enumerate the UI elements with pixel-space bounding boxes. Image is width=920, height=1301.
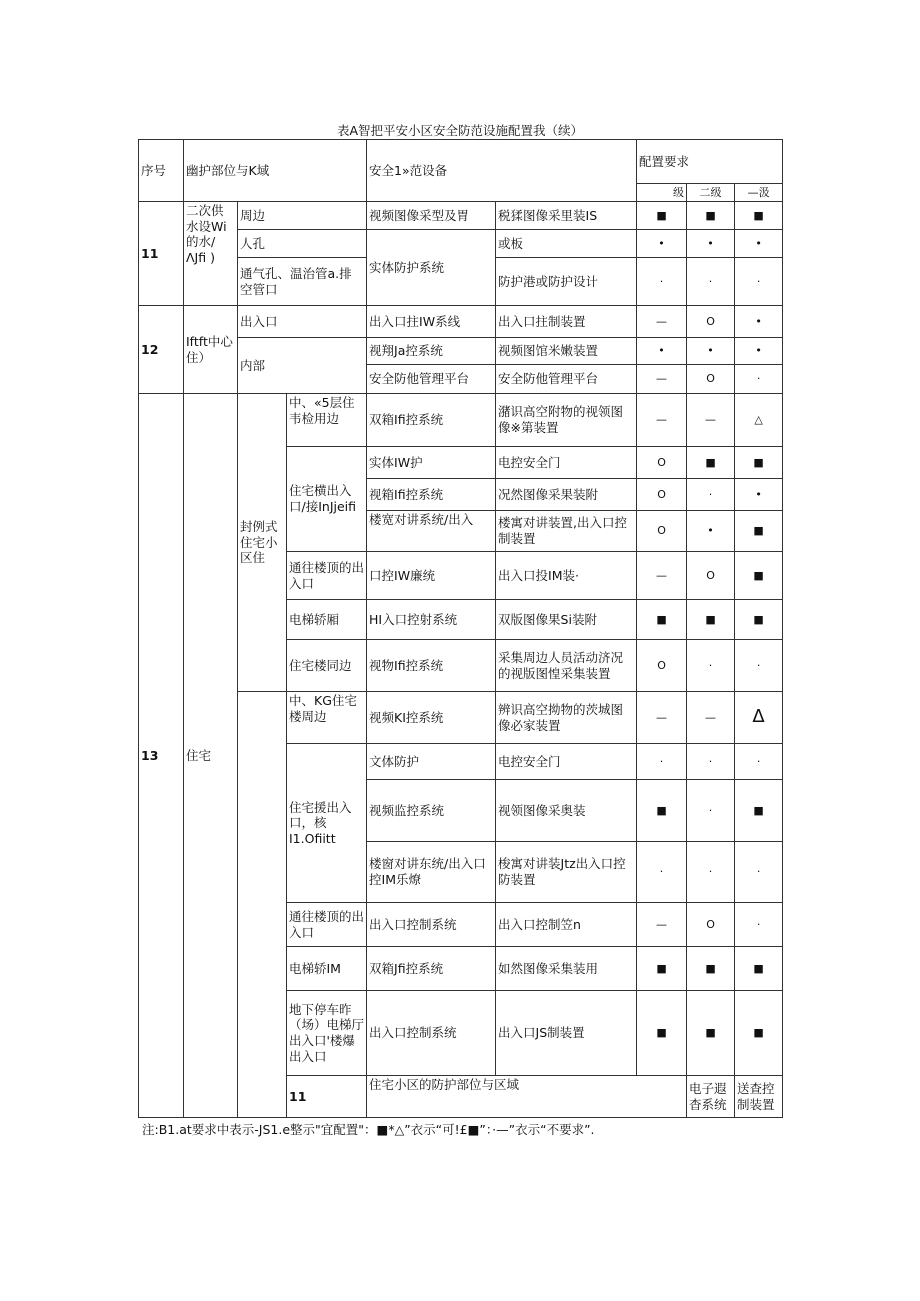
level1-mark: — bbox=[637, 552, 687, 600]
level3-mark: · bbox=[735, 640, 783, 692]
level3-mark: Δ bbox=[735, 692, 783, 744]
sub-area-open bbox=[238, 692, 287, 1118]
device: 出入口拄制装置 bbox=[496, 306, 637, 338]
device: 辨识高空拗物的茨城图像必家装置 bbox=[496, 692, 637, 744]
level2-mark: O bbox=[687, 552, 735, 600]
level3-mark: ■ bbox=[735, 511, 783, 552]
part: 出入口 bbox=[238, 306, 367, 338]
device: 出入口投IM装· bbox=[496, 552, 637, 600]
system: 文体防护 bbox=[367, 744, 496, 780]
level1-mark: O bbox=[637, 479, 687, 511]
table-caption: 表A智把平安小区安全防范设施配置我（续） bbox=[336, 123, 584, 138]
header-config: 配置要求 bbox=[637, 140, 783, 184]
level3-mark: △ bbox=[735, 394, 783, 447]
device: 楼寓对讲装置,出入口控制装置 bbox=[496, 511, 637, 552]
device: 双版图像果Si装附 bbox=[496, 600, 637, 640]
part: 通往楼顶的出入口 bbox=[287, 903, 367, 947]
level2-mark: · bbox=[687, 780, 735, 842]
device: 如然图像采集装用 bbox=[496, 947, 637, 991]
level2-mark: • bbox=[687, 511, 735, 552]
level2-mark: O bbox=[687, 306, 735, 338]
device: 视频图馆米嫩装置 bbox=[496, 338, 637, 365]
level1-mark: O bbox=[637, 511, 687, 552]
seq-14: 11 bbox=[287, 1076, 367, 1118]
part: 电梯轿厢 bbox=[287, 600, 367, 640]
level2-mark: • bbox=[687, 338, 735, 365]
level3-mark: ■ bbox=[735, 600, 783, 640]
level1-mark: O bbox=[637, 640, 687, 692]
level2-mark: ■ bbox=[687, 202, 735, 230]
level1-mark: — bbox=[637, 394, 687, 447]
config-table bbox=[138, 139, 783, 1118]
level1-mark: · bbox=[637, 258, 687, 306]
device: 安全防他管理平台 bbox=[496, 365, 637, 394]
level1-mark: ■ bbox=[637, 600, 687, 640]
part: 电梯轿IM bbox=[287, 947, 367, 991]
level1-mark: ■ bbox=[637, 947, 687, 991]
level3-mark: • bbox=[735, 306, 783, 338]
level3-mark: • bbox=[735, 230, 783, 258]
level2-mark: • bbox=[687, 230, 735, 258]
header-facility: 安全1»范设备 bbox=[367, 140, 637, 202]
level1-mark: — bbox=[637, 306, 687, 338]
level3-mark: ■ bbox=[735, 991, 783, 1076]
seq-12: 12 bbox=[139, 306, 184, 394]
level3-mark: · bbox=[735, 365, 783, 394]
system: 电子遐杳系统 bbox=[687, 1076, 735, 1118]
device: 防护港或防护设计 bbox=[496, 258, 637, 306]
part: 住宅楼同边 bbox=[287, 640, 367, 692]
device: 采集周边人员活动济况的视版图惶采集装置 bbox=[496, 640, 637, 692]
system: 双箱Ifi控系统 bbox=[367, 394, 496, 447]
level1-mark: O bbox=[637, 447, 687, 479]
level1-mark: — bbox=[637, 903, 687, 947]
level3-mark: ■ bbox=[735, 780, 783, 842]
level3-mark: ■ bbox=[735, 947, 783, 991]
system: 视箱Ifi控系统 bbox=[367, 479, 496, 511]
device: 出入口控制笠n bbox=[496, 903, 637, 947]
system: 双箱Jfi控系统 bbox=[367, 947, 496, 991]
area-water-supply: 二次供水设Wi的水/ΛJfi ) bbox=[184, 202, 238, 306]
seq-13: 13 bbox=[139, 394, 184, 1118]
part: 地下停车昨（场）电梯厅出入口'楼爆出入口 bbox=[287, 991, 367, 1076]
part: 中、«5层住韦检用边 bbox=[287, 394, 367, 447]
system: 楼宽对讲系统/出入 bbox=[367, 511, 496, 552]
part: 中、KG住宅楼周边 bbox=[287, 692, 367, 744]
device: 或板 bbox=[496, 230, 637, 258]
level2-mark: O bbox=[687, 365, 735, 394]
area-residential-zone: 住宅小区的防护部位与区域 bbox=[367, 1076, 687, 1118]
device: 梭寓对讲装Jtz出入口控防装置 bbox=[496, 842, 637, 903]
level2-mark: O bbox=[687, 903, 735, 947]
level2-mark: · bbox=[687, 842, 735, 903]
seq-11: 11 bbox=[139, 202, 184, 306]
part: 住宅横出入口/接InJjeifi bbox=[287, 447, 367, 552]
level3-mark: ■ bbox=[735, 447, 783, 479]
system: 视频KI控系统 bbox=[367, 692, 496, 744]
level3-mark: ■ bbox=[735, 202, 783, 230]
level2-mark: · bbox=[687, 258, 735, 306]
system: HI入口控射系统 bbox=[367, 600, 496, 640]
level1-mark: ■ bbox=[637, 202, 687, 230]
system: 口控IW廉统 bbox=[367, 552, 496, 600]
level2-mark: ■ bbox=[687, 947, 735, 991]
system: 视翔Ja控系统 bbox=[367, 338, 496, 365]
level3-mark: · bbox=[735, 744, 783, 780]
sub-area-enclosed: 封例式住宅小区住 bbox=[238, 394, 287, 692]
level3-mark: • bbox=[735, 338, 783, 365]
level3-mark: • bbox=[735, 479, 783, 511]
system: 出入口控制系统 bbox=[367, 903, 496, 947]
part: 人孔 bbox=[238, 230, 367, 258]
level1-mark: ■ bbox=[637, 780, 687, 842]
level3-mark: · bbox=[735, 842, 783, 903]
system: 实体IW护 bbox=[367, 447, 496, 479]
level2-mark: ■ bbox=[687, 600, 735, 640]
part: 内部 bbox=[238, 338, 367, 394]
device: 送查控制装置 bbox=[735, 1076, 783, 1118]
header-level1: 级 bbox=[637, 184, 687, 202]
system: 出入口拄IW系线 bbox=[367, 306, 496, 338]
device: 出入口JS制装置 bbox=[496, 991, 637, 1076]
level1-mark: · bbox=[637, 842, 687, 903]
device: 潴识高空附物的视领图像※第装置 bbox=[496, 394, 637, 447]
level1-mark: — bbox=[637, 365, 687, 394]
system: 安全防他管理平台 bbox=[367, 365, 496, 394]
part: 通气孔、温治管a.排空管口 bbox=[238, 258, 367, 306]
level2-mark: ■ bbox=[687, 991, 735, 1076]
device: 视领图像采奥装 bbox=[496, 780, 637, 842]
level2-mark: · bbox=[687, 640, 735, 692]
system: 楼窗对讲东统/出入口控IM乐燎 bbox=[367, 842, 496, 903]
system: 实体防护系统 bbox=[367, 230, 496, 306]
header-level2: 二级 bbox=[687, 184, 735, 202]
system: 视频图像采型及胃 bbox=[367, 202, 496, 230]
area-residential: 住宅 bbox=[184, 394, 238, 1118]
header-area: 幽护部位与K域 bbox=[184, 140, 367, 202]
level3-mark: ■ bbox=[735, 552, 783, 600]
header-seq: 序号 bbox=[139, 140, 184, 202]
level3-mark: · bbox=[735, 258, 783, 306]
level1-mark: — bbox=[637, 692, 687, 744]
level2-mark: — bbox=[687, 394, 735, 447]
device: 电控安全门 bbox=[496, 447, 637, 479]
system: 视频监控系统 bbox=[367, 780, 496, 842]
part: 住宅援出入口，核I1.Ofiitt bbox=[287, 744, 367, 903]
part: 通往楼顶的出入口 bbox=[287, 552, 367, 600]
level2-mark: · bbox=[687, 744, 735, 780]
device: 电控安全门 bbox=[496, 744, 637, 780]
system: 出入口控制系统 bbox=[367, 991, 496, 1076]
system: 视物Ifi控系统 bbox=[367, 640, 496, 692]
area-control-center: Iftft中心住） bbox=[184, 306, 238, 394]
level1-mark: • bbox=[637, 230, 687, 258]
level2-mark: · bbox=[687, 479, 735, 511]
level1-mark: ■ bbox=[637, 991, 687, 1076]
device: 税猱图像采里装IS bbox=[496, 202, 637, 230]
table-note: 注:B1.at要求中表示-JS1.e整示"宜配置"：■*△”衣示“可!£■”：·—”衣示“不要求”. bbox=[142, 1122, 595, 1137]
level2-mark: — bbox=[687, 692, 735, 744]
level2-mark: ■ bbox=[687, 447, 735, 479]
device: 况然图像采果装附 bbox=[496, 479, 637, 511]
level1-mark: • bbox=[637, 338, 687, 365]
level1-mark: · bbox=[637, 744, 687, 780]
header-level3: —汲 bbox=[735, 184, 783, 202]
level3-mark: · bbox=[735, 903, 783, 947]
part: 周边 bbox=[238, 202, 367, 230]
